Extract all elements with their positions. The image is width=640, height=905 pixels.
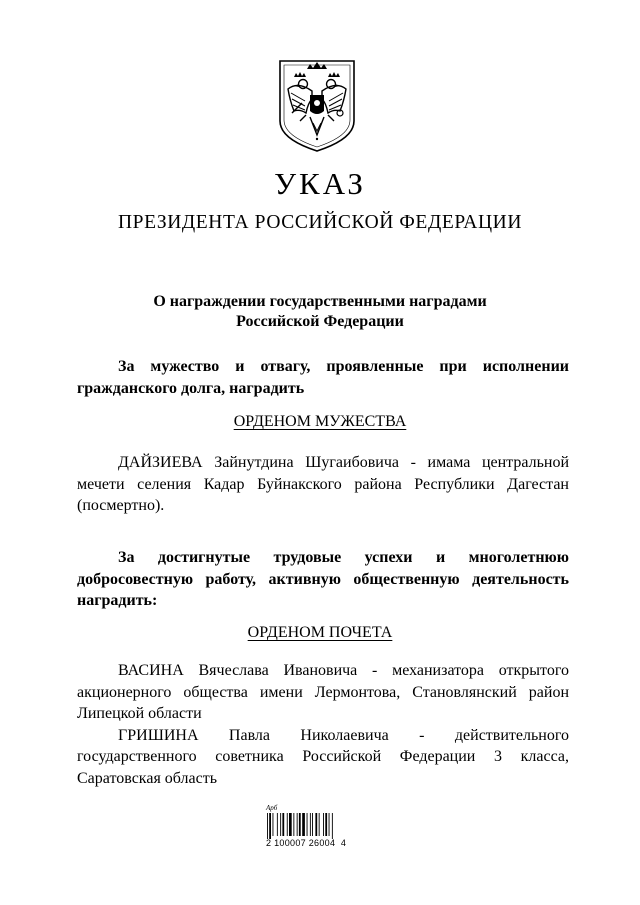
barcode-bar bbox=[293, 813, 294, 836]
decree-heading: УКАЗ bbox=[274, 166, 366, 201]
recipient-line: ДАЙЗИЕВА Зайнутдина Шугаибовича - имама центральной bbox=[118, 454, 569, 471]
barcode-bar bbox=[315, 813, 317, 836]
section1-intro-line: гражданского долга, наградить bbox=[77, 379, 305, 397]
barcode-bar bbox=[307, 813, 308, 836]
barcode-bar bbox=[287, 813, 288, 836]
barcode-bar bbox=[277, 813, 278, 836]
section2-intro-line: добросовестную работу, активную общественную деятельность bbox=[77, 570, 569, 588]
barcode-bar bbox=[280, 813, 281, 836]
barcode-bar bbox=[302, 813, 305, 836]
section1-intro bbox=[77, 356, 569, 399]
barcode-bar bbox=[299, 813, 301, 836]
decree-subheading: ПРЕЗИДЕНТА РОССИЙСКОЙ ФЕДЕРАЦИИ bbox=[117, 212, 523, 233]
order-courage-heading: ОРДЕНОМ МУЖЕСТВА bbox=[233, 413, 407, 430]
barcode-bar bbox=[269, 813, 271, 839]
section2-intro bbox=[77, 547, 569, 612]
recipient-line: (посмертно). bbox=[77, 497, 165, 514]
barcode-bar bbox=[282, 813, 284, 836]
barcode-bar bbox=[319, 813, 320, 836]
section2-intro-line: За достигнутые трудовые успехи и многолетнюю bbox=[118, 549, 569, 566]
recipient-line: ВАСИНА Вячеслава Ивановича - механизатора открытого bbox=[118, 662, 569, 679]
section2-recipients bbox=[77, 660, 569, 789]
barcode-bar bbox=[310, 813, 311, 836]
coat-of-arms-icon bbox=[272, 51, 362, 156]
barcode-bar bbox=[325, 813, 327, 836]
document-title bbox=[0, 292, 640, 332]
recipient-line: государственного советника Российской Федерации 3 класса, bbox=[77, 748, 569, 765]
recipient-line: ГРИШИНА Павла Николаевича - действительного bbox=[118, 726, 569, 744]
barcode-bar bbox=[323, 813, 324, 836]
barcode-number: 2 100007 26004 4 bbox=[266, 838, 347, 848]
recipient-line: акционерного общества имени Лермонтова, Становлянский район bbox=[77, 683, 569, 701]
section1-recipient bbox=[77, 452, 569, 517]
barcode-bar bbox=[297, 813, 298, 836]
document-title-line: Российской Федерации bbox=[236, 313, 404, 330]
barcode-bar bbox=[289, 813, 292, 836]
barcode-bar bbox=[329, 813, 330, 836]
section2-intro-line: наградить: bbox=[77, 592, 158, 609]
barcode-bar bbox=[332, 813, 333, 839]
barcode-mark: Арб bbox=[266, 804, 278, 812]
document-title-line: О награждении государственными наградами bbox=[153, 293, 487, 310]
section1-intro-line: За мужество и отвагу, проявленные при исполнении bbox=[118, 358, 569, 375]
order-honor-heading: ОРДЕНОМ ПОЧЕТА bbox=[247, 624, 393, 641]
recipient-line: мечети селения Кадар Буйнакского района Республики Дагестан bbox=[77, 475, 569, 493]
barcode-bar bbox=[312, 813, 313, 836]
barcode-bar bbox=[267, 813, 268, 839]
recipient-line: Липецкой области bbox=[77, 705, 202, 722]
recipient-line: Саратовская область bbox=[77, 769, 218, 787]
barcode-bar bbox=[273, 813, 274, 836]
